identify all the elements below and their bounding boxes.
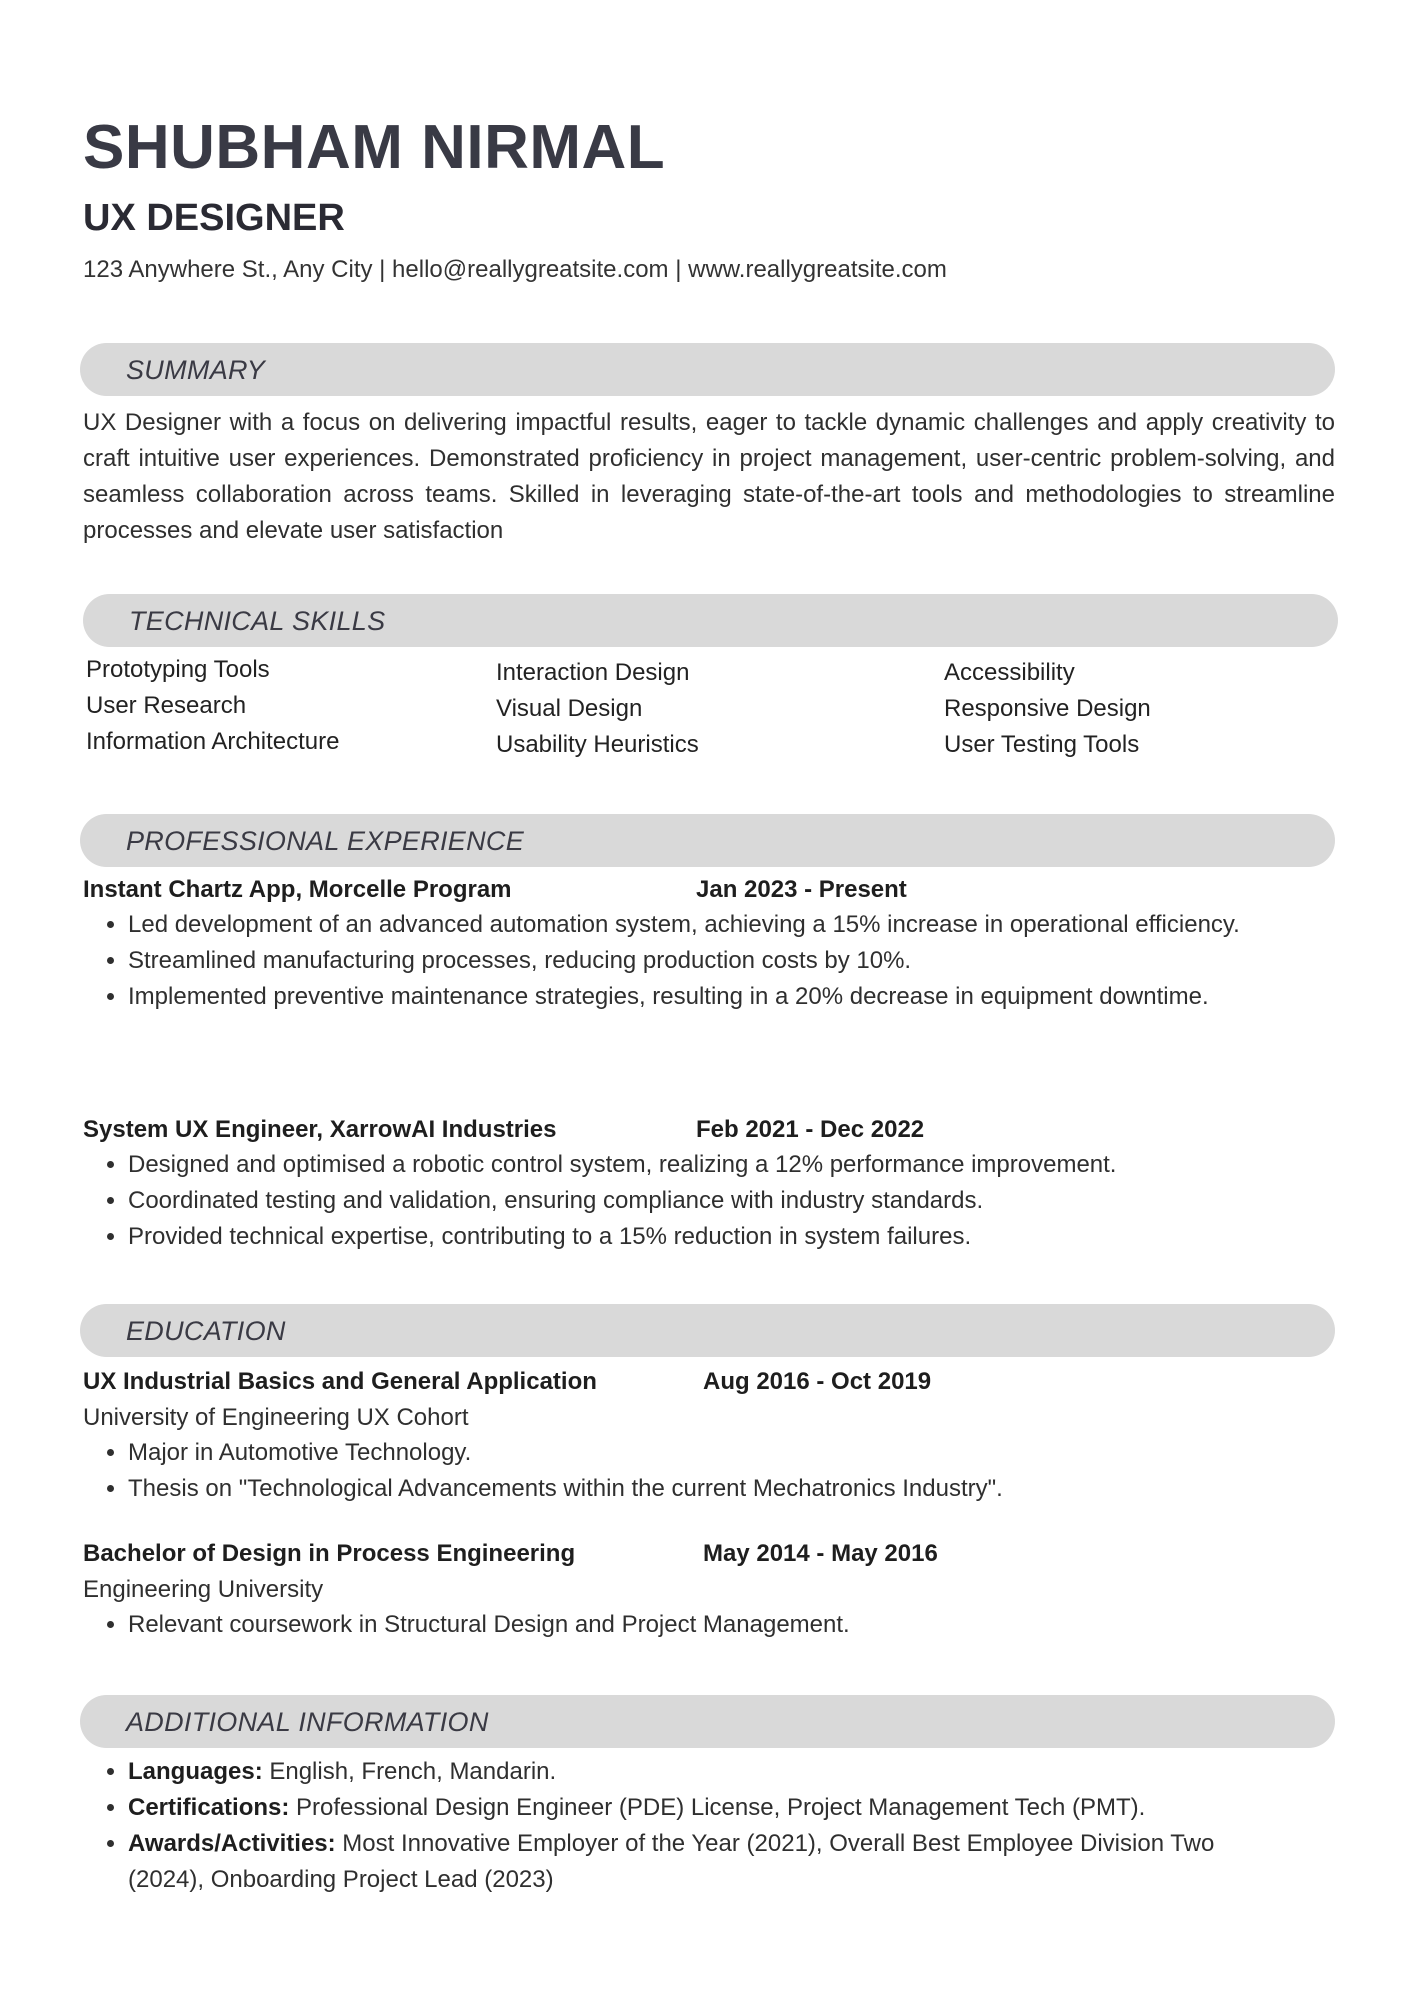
contact-line: 123 Anywhere St., Any City | hello@reallygreatsite.com | www.reallygreatsite.com (83, 256, 947, 283)
education-bullets (83, 1435, 1278, 1507)
education-bullets (83, 1607, 1278, 1643)
list-item (128, 1826, 1278, 1898)
skill-item: Responsive Design (944, 695, 1151, 722)
education-title: Bachelor of Design in Process Engineering (83, 1540, 576, 1567)
item-text: Most Innovative Employer of the Year (2021), Overall Best Employee Division Two (2024), Onboarding Project Lead (2023) (128, 1830, 1215, 1893)
list-item: • Provided technical expertise, contributing to a 15% reduction in system failures. (128, 1219, 1278, 1255)
list-item: • Designed and optimised a robotic control system, realizing a 12% performance improvement. (128, 1147, 1278, 1183)
additional-bullets (83, 1754, 1278, 1898)
list-item: • Relevant coursework in Structural Design and Project Management. (128, 1607, 1278, 1643)
skills-column-1 (86, 652, 339, 760)
item-label: Awards/Activities: (128, 1830, 336, 1857)
section-heading: EDUCATION (126, 1316, 286, 1346)
skill-item: User Research (86, 692, 247, 719)
job-title: UX DESIGNER (83, 197, 345, 239)
experience-bullets (83, 907, 1278, 1015)
education-date: May 2014 - May 2016 (703, 1540, 938, 1567)
summary-section-header (80, 343, 1335, 396)
experience-date: Feb 2021 - Dec 2022 (696, 1116, 925, 1143)
experience-date: Jan 2023 - Present (696, 876, 907, 903)
list-item: • Coordinated testing and validation, ensuring compliance with industry standards. (128, 1183, 1278, 1219)
skill-item: Interaction Design (496, 659, 690, 686)
education-school: Engineering University (83, 1576, 324, 1603)
education-date: Aug 2016 - Oct 2019 (703, 1368, 932, 1395)
item-text: English, French, Mandarin. (262, 1758, 557, 1785)
list-item: • Led development of an advanced automation system, achieving a 15% increase in operational efficiency. (128, 907, 1278, 943)
education-school: University of Engineering UX Cohort (83, 1404, 469, 1431)
skills-column-2 (496, 655, 699, 763)
education-section-header (80, 1304, 1335, 1357)
section-heading: TECHNICAL SKILLS (129, 606, 386, 636)
list-item (128, 1754, 1278, 1790)
candidate-name: SHUBHAM NIRMAL (83, 113, 666, 182)
item-label: Certifications: (128, 1794, 290, 1821)
experience-title: Instant Chartz App, Morcelle Program (83, 876, 512, 903)
experience-section-header (80, 814, 1335, 867)
section-heading: PROFESSIONAL EXPERIENCE (126, 826, 525, 856)
skill-item: Prototyping Tools (86, 656, 270, 683)
list-item: • Streamlined manufacturing processes, reducing production costs by 10%. (128, 943, 1278, 979)
experience-bullets (83, 1147, 1278, 1255)
skill-item: Visual Design (496, 695, 643, 722)
skills-section-header (83, 594, 1338, 647)
section-heading: SUMMARY (126, 355, 266, 385)
skills-column-3 (944, 655, 1151, 763)
summary-text: UX Designer with a focus on delivering impactful results, eager to tackle dynamic challenges and apply creativity to craft intuitive user experiences. Demonstrated proficiency in project management, user-centric problem-solving, and seamless collaboration across teams. Skilled in leveraging state-of-the-art tools and methodologies to streamline processes and elevate user satisfaction (83, 409, 1335, 544)
list-item: • Major in Automotive Technology. (128, 1435, 1278, 1471)
skill-item: Accessibility (944, 659, 1075, 686)
section-heading: ADDITIONAL INFORMATION (126, 1707, 489, 1737)
additional-section-header (80, 1695, 1335, 1748)
list-item: • Thesis on "Technological Advancements within the current Mechatronics Industry". (128, 1471, 1278, 1507)
item-label: Languages: (128, 1758, 263, 1785)
item-text: Professional Design Engineer (PDE) License, Project Management Tech (PMT). (289, 1794, 1146, 1821)
education-title: UX Industrial Basics and General Application (83, 1368, 597, 1395)
experience-title: System UX Engineer, XarrowAI Industries (83, 1116, 557, 1143)
skill-item: User Testing Tools (944, 731, 1140, 758)
skill-item: Usability Heuristics (496, 731, 699, 758)
list-item (128, 1790, 1278, 1826)
list-item: • Implemented preventive maintenance strategies, resulting in a 20% decrease in equipment downtime. (128, 979, 1278, 1015)
skill-item: Information Architecture (86, 728, 340, 755)
